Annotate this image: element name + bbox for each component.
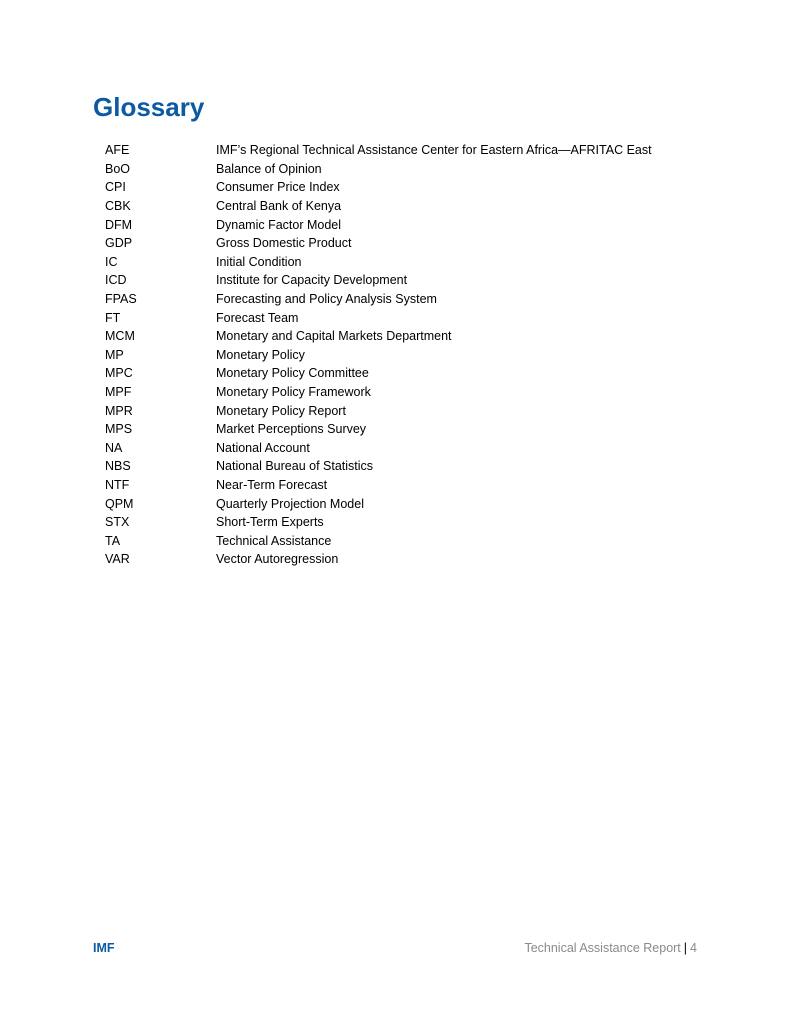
glossary-row xyxy=(105,290,725,309)
glossary-term: IC xyxy=(105,254,118,269)
glossary-row xyxy=(105,457,725,476)
footer-org-label: IMF xyxy=(93,941,115,955)
glossary-term: FPAS xyxy=(105,292,137,307)
glossary-row xyxy=(105,401,725,420)
glossary-definition: Near-Term Forecast xyxy=(216,477,328,492)
footer-report-info xyxy=(524,941,697,955)
glossary-row xyxy=(105,476,725,495)
glossary-row xyxy=(105,364,725,383)
glossary-row xyxy=(105,234,725,253)
footer-page-number: 4 xyxy=(690,941,697,955)
glossary-definition: Institute for Capacity Development xyxy=(216,273,408,288)
glossary-row xyxy=(105,271,725,290)
glossary-definition: National Account xyxy=(216,440,310,455)
glossary-definition: Forecasting and Policy Analysis System xyxy=(216,292,437,307)
glossary-row xyxy=(105,308,725,327)
glossary-term: BoO xyxy=(105,161,131,176)
glossary-definition: Central Bank of Kenya xyxy=(216,199,342,214)
glossary-definition: Monetary Policy Report xyxy=(216,403,346,418)
glossary-row xyxy=(105,420,725,439)
glossary-term: ICD xyxy=(105,273,127,288)
glossary-row xyxy=(105,383,725,402)
glossary-term: QPM xyxy=(105,496,134,511)
glossary-row xyxy=(105,327,725,346)
glossary-definition: Forecast Team xyxy=(216,310,299,325)
glossary-definition: Monetary Policy Framework xyxy=(216,385,371,400)
glossary-definition: Technical Assistance xyxy=(216,533,332,548)
glossary-row xyxy=(105,531,725,550)
glossary-definition: IMF’s Regional Technical Assistance Center for Eastern Africa—AFRITAC East xyxy=(216,143,652,158)
glossary-definition: Initial Condition xyxy=(216,254,302,269)
glossary-term: CPI xyxy=(105,180,126,195)
glossary-term: VAR xyxy=(105,552,130,567)
glossary-term: NA xyxy=(105,440,123,455)
glossary-term: MCM xyxy=(105,329,135,344)
glossary-row xyxy=(105,550,725,569)
glossary-term: MPC xyxy=(105,366,133,381)
glossary-term: TA xyxy=(105,533,121,548)
glossary-definition: Balance of Opinion xyxy=(216,161,322,176)
glossary-row xyxy=(105,215,725,234)
glossary-term: FT xyxy=(105,310,121,325)
glossary-definition: Market Perceptions Survey xyxy=(216,422,367,437)
glossary-term: MPF xyxy=(105,385,132,400)
footer-report-label: Technical Assistance Report xyxy=(524,941,681,955)
footer-separator: | xyxy=(683,941,688,955)
glossary-row xyxy=(105,513,725,532)
glossary-term: AFE xyxy=(105,143,130,158)
glossary-definition: Gross Domestic Product xyxy=(216,236,352,251)
glossary-term: CBK xyxy=(105,199,131,214)
glossary-term: MPS xyxy=(105,422,133,437)
glossary-definition: Short-Term Experts xyxy=(216,515,324,530)
glossary-row xyxy=(105,178,725,197)
glossary-definition: Quarterly Projection Model xyxy=(216,496,364,511)
glossary-row xyxy=(105,253,725,272)
glossary-term: MPR xyxy=(105,403,133,418)
glossary-definition: National Bureau of Statistics xyxy=(216,459,374,474)
glossary-definition: Monetary and Capital Markets Department xyxy=(216,329,452,344)
glossary-term: MP xyxy=(105,347,124,362)
glossary-term: NBS xyxy=(105,459,131,474)
glossary-term: GDP xyxy=(105,236,133,251)
glossary-definition: Monetary Policy Committee xyxy=(216,366,369,381)
glossary-term: STX xyxy=(105,515,130,530)
glossary-row xyxy=(105,160,725,179)
glossary-row xyxy=(105,197,725,216)
page-title: Glossary xyxy=(93,92,205,122)
glossary-list xyxy=(105,141,725,569)
glossary-row xyxy=(105,494,725,513)
glossary-definition: Monetary Policy xyxy=(216,347,305,362)
glossary-term: NTF xyxy=(105,477,130,492)
glossary-row xyxy=(105,141,725,160)
glossary-definition: Consumer Price Index xyxy=(216,180,340,195)
glossary-row xyxy=(105,346,725,365)
glossary-term: DFM xyxy=(105,217,133,232)
glossary-definition: Vector Autoregression xyxy=(216,552,339,567)
glossary-definition: Dynamic Factor Model xyxy=(216,217,342,232)
glossary-row xyxy=(105,439,725,458)
